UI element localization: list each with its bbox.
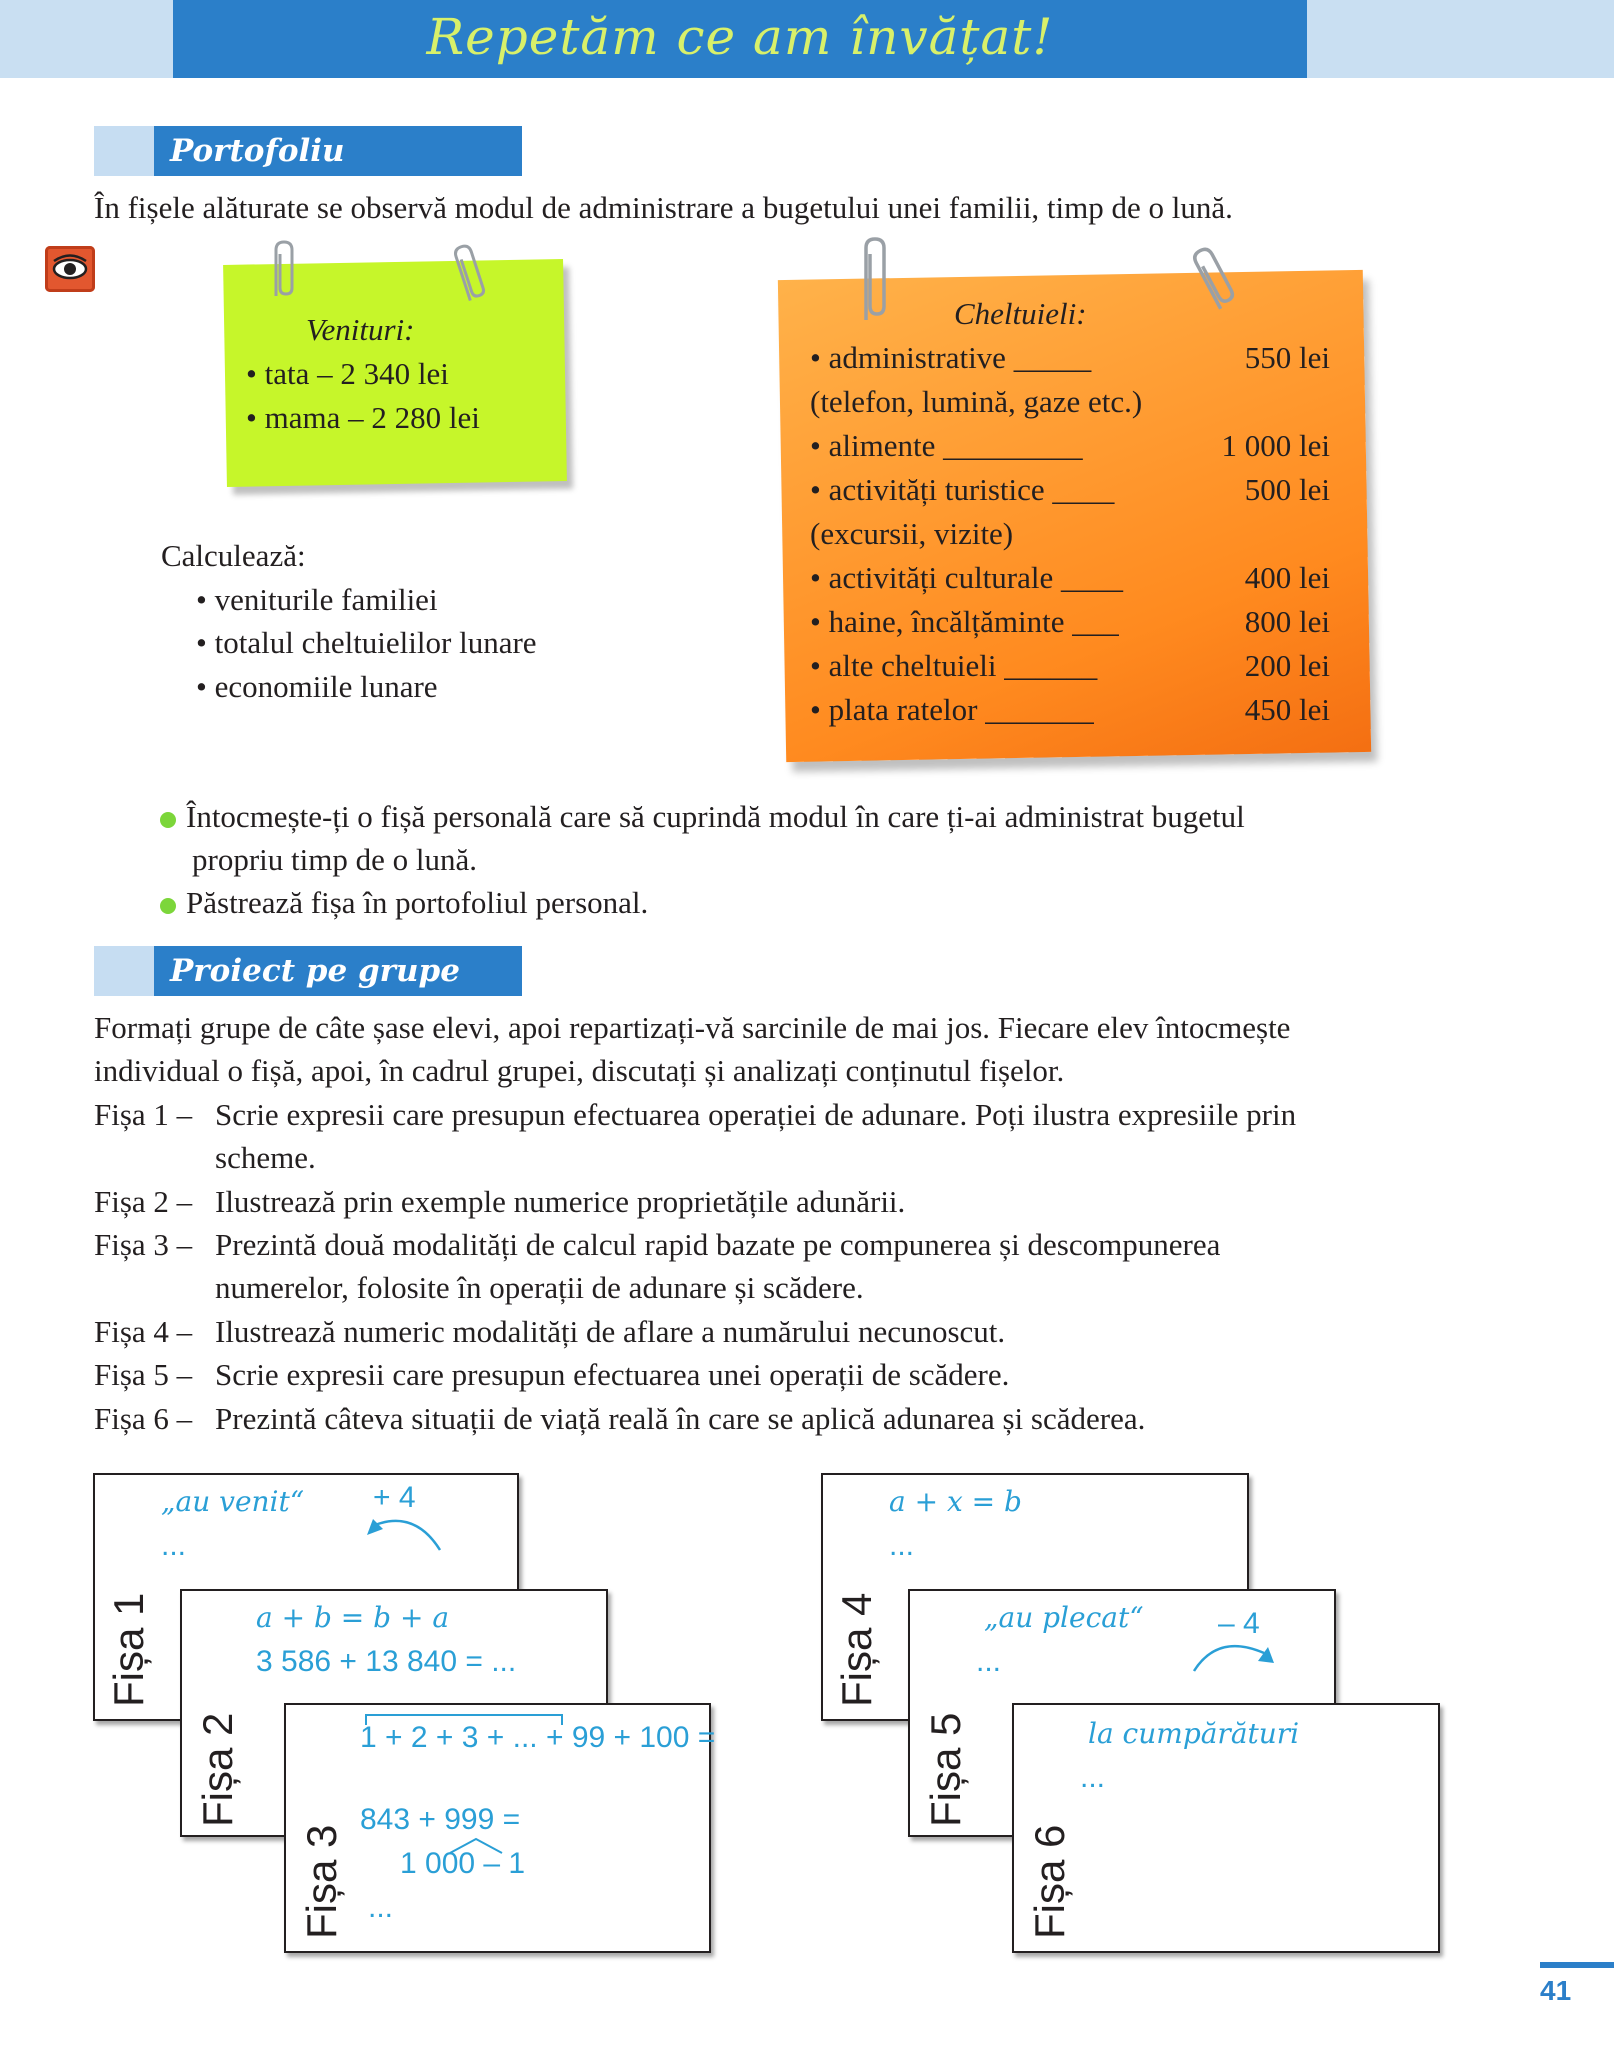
arrow-icon [1188, 1631, 1288, 1681]
card-label: Fișa 6 [1026, 1824, 1073, 1939]
cheltuieli-row: • alimente _________ 1 000 lei [810, 428, 1330, 463]
card-text: ... [976, 1645, 1002, 1678]
card-text: ... [161, 1529, 187, 1562]
card-text: a + x = b [889, 1485, 1022, 1518]
card-op: + 4 [373, 1481, 416, 1514]
section-heading-portofoliu: Portofoliu [154, 126, 522, 176]
fisa-label: Fișa 5 – [94, 1357, 193, 1392]
card-text: ... [1080, 1761, 1106, 1794]
calculeaza-item: • economiile lunare [196, 669, 438, 704]
card-text: 1 000 – 1 [400, 1847, 526, 1880]
cheltuieli-title: Cheltuieli: [954, 296, 1087, 331]
venituri-title: Venituri: [306, 312, 415, 347]
card-fisa-6 [1012, 1703, 1440, 1953]
paperclip-icon [1190, 244, 1240, 314]
bullet-icon [160, 812, 176, 828]
card-text: 1 + 2 + 3 + ... + 99 + 100 = [360, 1721, 716, 1754]
bullet-icon [160, 898, 176, 914]
card-text: 3 586 + 13 840 = ... [256, 1645, 517, 1678]
eye-icon [45, 246, 95, 292]
paperclip-icon [448, 244, 488, 304]
paperclip-icon [262, 240, 302, 300]
cheltuieli-row: (excursii, vizite) [810, 516, 1014, 551]
card-text: a + b = b + a [256, 1601, 450, 1634]
card-label: Fișa 2 [194, 1712, 241, 1827]
arrow-icon [345, 1505, 445, 1555]
cheltuieli-row: (telefon, lumină, gaze etc.) [810, 384, 1143, 419]
task-item: Întocmește-ți o fișă personală care să cuprindă modul în care ți-ai administrat bugetul [160, 795, 1520, 838]
card-text: 843 + 999 = [360, 1803, 521, 1836]
cheltuieli-row: • administrative _____ 550 lei [810, 340, 1330, 375]
page-title: Repetăm ce am învățat! [426, 8, 1054, 66]
cheltuieli-row: • activități turistice ____ 500 lei [810, 472, 1330, 507]
card-text: ... [368, 1891, 394, 1924]
card-label: Fișa 5 [922, 1712, 969, 1827]
fisa-label: Fișa 4 – [94, 1314, 193, 1349]
calculeaza-title: Calculează: [161, 538, 306, 573]
task-item-cont: propriu timp de o lună. [192, 842, 477, 877]
fisa-text: scheme. [215, 1140, 316, 1175]
calculeaza-item: • totalul cheltuielilor lunare [196, 625, 537, 660]
fisa-label: Fișa 1 – [94, 1097, 193, 1132]
card-text: „au venit“ [161, 1485, 305, 1518]
fisa-text: Scrie expresii care presupun efectuarea operației de adunare. Poți ilustra expresiile prin [215, 1097, 1297, 1132]
section-accent [94, 946, 154, 996]
section-accent [94, 126, 154, 176]
fisa-label: Fișa 3 – [94, 1227, 193, 1262]
card-op: – 4 [1218, 1607, 1260, 1640]
calculeaza-item: • veniturile familiei [196, 582, 438, 617]
page-number-bar [1540, 1962, 1614, 1968]
cheltuieli-row: • haine, încălțăminte ___ 800 lei [810, 604, 1330, 639]
paperclip-icon [850, 236, 896, 326]
fisa-label: Fișa 2 – [94, 1184, 193, 1219]
cheltuieli-row: • alte cheltuieli ______ 200 lei [810, 648, 1330, 683]
card-label: Fișa 3 [298, 1824, 345, 1939]
fisa-text: Scrie expresii care presupun efectuarea unei operații de scădere. [215, 1357, 1010, 1392]
fisa-text: Prezintă câteva situații de viață reală în care se aplică adunarea și scăderea. [215, 1401, 1146, 1436]
cheltuieli-row: • activități culturale ____ 400 lei [810, 560, 1330, 595]
fisa-label: Fișa 6 – [94, 1401, 193, 1436]
venituri-item: • mama – 2 280 lei [246, 400, 480, 435]
card-label: Fișa 4 [833, 1592, 880, 1707]
portofoliu-intro: În fișele alăturate se observă modul de administrare a bugetului unei familii, timp de o lună. [94, 190, 1233, 225]
card-fisa-3 [284, 1703, 716, 1953]
proiect-intro: Formați grupe de câte șase elevi, apoi repartizați-vă sarcinile de mai jos. Fiecare elev întocmește [94, 1010, 1291, 1045]
fisa-text: Ilustrează prin exemple numerice proprietățile adunării. [215, 1184, 906, 1219]
fisa-text: Ilustrează numeric modalități de aflare a numărului necunoscut. [215, 1314, 1006, 1349]
page-number: 41 [1540, 1975, 1572, 2006]
task-item: Păstrează fișa în portofoliul personal. [160, 881, 648, 924]
fisa-text: Prezintă două modalități de calcul rapid bazate pe compunerea și descompunerea [215, 1227, 1221, 1262]
card-text: „au plecat“ [984, 1601, 1144, 1634]
card-text: la cumpărături [1088, 1717, 1300, 1750]
cheltuieli-list [810, 336, 1330, 732]
card-label: Fișa 1 [105, 1592, 152, 1707]
fisa-text: numerelor, folosite în operații de adunare și scădere. [215, 1270, 864, 1305]
proiect-intro: individual o fișă, apoi, în cadrul grupei, discutați și analizați conținutul fișelor. [94, 1053, 1065, 1088]
venituri-item: • tata – 2 340 lei [246, 356, 449, 391]
cheltuieli-row: • plata ratelor _______ 450 lei [810, 692, 1330, 727]
section-heading-proiect: Proiect pe grupe [154, 946, 522, 996]
card-text: ... [889, 1529, 915, 1562]
